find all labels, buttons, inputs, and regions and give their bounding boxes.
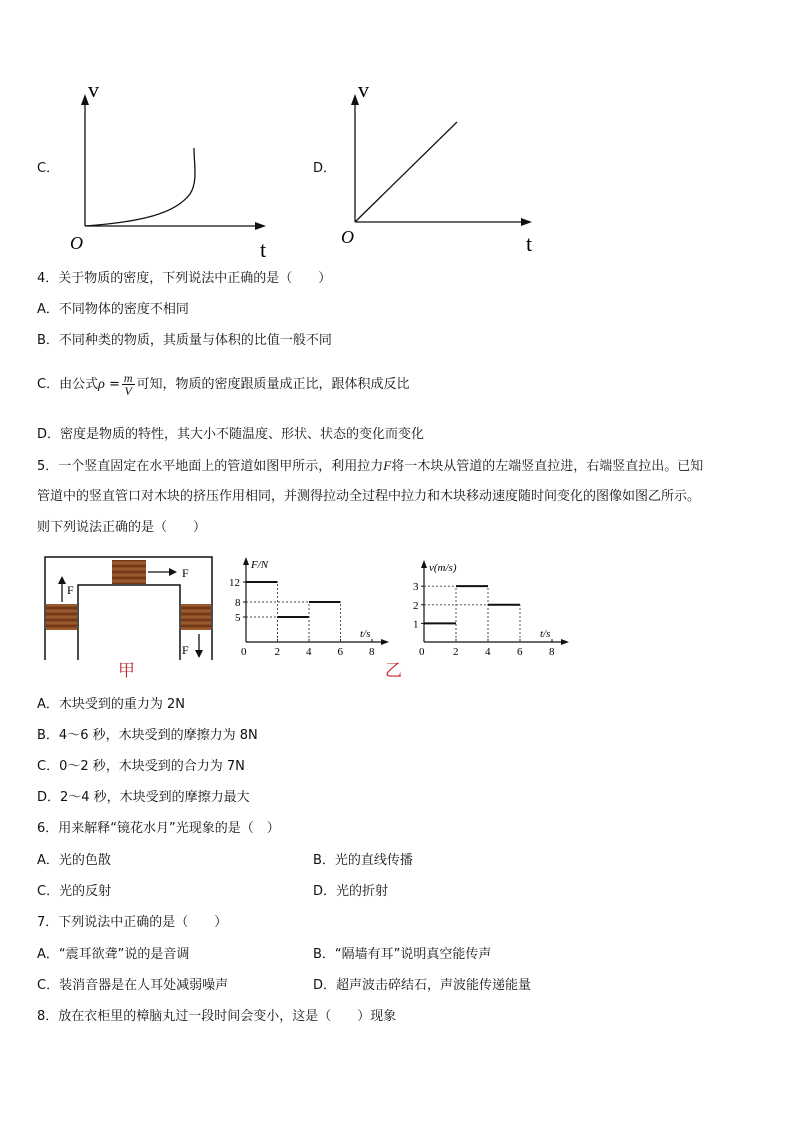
graph-d-line bbox=[355, 122, 457, 222]
q7-option-d: D．超声波击碎结石，声波能传递能量 bbox=[313, 978, 532, 993]
y-tick-label: 5 bbox=[235, 612, 241, 624]
q4-option-c-suffix: 可知，物质的密度跟质量成正比，跟体积成反比 bbox=[136, 377, 410, 392]
q7-option-c: C．装消音器是在人耳处减弱噪声 bbox=[37, 978, 229, 993]
wood-block-left bbox=[46, 604, 77, 630]
y-tick-label: 1 bbox=[413, 618, 419, 631]
graph-d-y-label: v bbox=[358, 77, 369, 102]
wood-block-right bbox=[181, 604, 211, 630]
q5-option-a: A．木块受到的重力为 2N bbox=[37, 697, 186, 712]
origin-label: 0 bbox=[241, 646, 247, 658]
fraction-denominator: V bbox=[124, 384, 132, 398]
graph-c-y-label: v bbox=[88, 77, 99, 102]
density-fraction bbox=[122, 372, 135, 397]
equals-sign: = bbox=[108, 377, 120, 392]
force-label-left: F bbox=[67, 583, 74, 597]
q5-option-d: D．2～4 秒，木块受到的摩擦力最大 bbox=[37, 790, 250, 805]
q7-option-b: B．“隔墙有耳”说明真空能传声 bbox=[313, 947, 492, 962]
graph-d-x-label: t bbox=[526, 231, 533, 256]
graph-d-x-arrow bbox=[521, 218, 532, 226]
wood-block-top bbox=[112, 560, 146, 584]
q4-option-a: A．不同物体的密度不相同 bbox=[37, 302, 189, 317]
x-axis-label: t/s bbox=[360, 628, 371, 640]
x-axis-label: t/s bbox=[540, 628, 551, 640]
x-tick-label: 2 bbox=[453, 646, 459, 658]
q4-option-c bbox=[37, 370, 410, 400]
graph-c-x-label: t bbox=[260, 237, 267, 262]
q5-option-c: C．0～2 秒，木块受到的合力为 7N bbox=[37, 759, 245, 774]
q8-stem: 8．放在衣柜里的樟脑丸过一段时间会变小，这是（ ）现象 bbox=[37, 1009, 397, 1024]
y-axis-label: F/N bbox=[251, 559, 269, 571]
q6-option-d: D．光的折射 bbox=[313, 884, 389, 899]
fig-yi-caption: 乙 bbox=[385, 661, 402, 681]
q5-stem-line2: 管道中的竖直管口对木块的挤压作用相同，并测得拉动全过程中拉力和木块移动速度随时间变化的图像如图乙所示。 bbox=[37, 489, 701, 504]
q6-option-c: C．光的反射 bbox=[37, 884, 112, 899]
q4-option-b: B．不同种类的物质，其质量与体积的比值一般不同 bbox=[37, 333, 332, 348]
graph-c-label: C． bbox=[37, 161, 60, 176]
graph-d bbox=[330, 74, 560, 264]
y-tick-label: 8 bbox=[235, 597, 241, 609]
q4-option-d: D．密度是物质的特性，其大小不随温度、形状、状态的变化而变化 bbox=[37, 427, 425, 442]
graph-c bbox=[60, 74, 290, 264]
fraction-numerator: m bbox=[123, 371, 133, 385]
graph-c-origin: O bbox=[70, 233, 83, 253]
q6-option-a: A．光的色散 bbox=[37, 853, 111, 868]
pipe-inner-wall bbox=[78, 585, 180, 660]
x-tick-label: 2 bbox=[274, 646, 280, 658]
y-tick-label: 12 bbox=[229, 577, 240, 589]
y-axis-label: v(m/s) bbox=[429, 562, 457, 574]
q5-option-b: B．4～6 秒，木块受到的摩擦力为 8N bbox=[37, 728, 258, 743]
y-axis-arrow bbox=[243, 557, 249, 565]
chart-velocity-time bbox=[402, 556, 592, 658]
force-arrowhead-right bbox=[195, 650, 203, 658]
origin-label: 0 bbox=[419, 646, 425, 658]
q7-stem: 7．下列说法中正确的是（ ） bbox=[37, 915, 228, 930]
y-tick-label: 2 bbox=[413, 599, 419, 612]
q7-option-a: A．“震耳欲聋”说的是音调 bbox=[37, 947, 190, 962]
chart-force-time bbox=[224, 556, 394, 658]
x-tick-label: 6 bbox=[337, 646, 343, 658]
q6-option-b: B．光的直线传播 bbox=[313, 853, 413, 868]
q5-stem-line1 bbox=[37, 457, 703, 476]
x-tick-label: 4 bbox=[485, 646, 491, 658]
force-arrowhead-left bbox=[58, 576, 66, 584]
graph-c-curve bbox=[85, 148, 195, 226]
q4-option-c-prefix: C．由公式 bbox=[37, 377, 99, 392]
force-label-right: F bbox=[182, 643, 189, 657]
rho-symbol: ρ bbox=[98, 377, 105, 392]
q5-force-symbol: F bbox=[383, 458, 392, 473]
q5-stem-part1: 5．一个竖直固定在水平地面上的管道如图甲所示，利用拉力 bbox=[37, 459, 384, 474]
force-label-top: F bbox=[182, 566, 189, 580]
graph-c-x-arrow bbox=[255, 222, 266, 230]
x-tick-label: 8 bbox=[369, 646, 375, 658]
q4-stem: 4．关于物质的密度，下列说法中正确的是（ ） bbox=[37, 271, 332, 286]
q5-stem-line3: 则下列说法正确的是（ ） bbox=[37, 520, 207, 535]
x-tick-label: 6 bbox=[517, 646, 523, 658]
x-tick-label: 4 bbox=[306, 646, 312, 658]
force-arrowhead-top bbox=[169, 568, 177, 576]
x-axis-arrow bbox=[381, 639, 389, 645]
y-tick-label: 3 bbox=[413, 581, 419, 594]
y-axis-arrow bbox=[421, 560, 427, 568]
q6-stem: 6．用来解释“镜花水月”光现象的是（ ） bbox=[37, 821, 280, 836]
graph-d-origin: O bbox=[341, 227, 354, 247]
x-tick-label: 8 bbox=[549, 646, 555, 658]
x-axis-arrow bbox=[561, 639, 569, 645]
fig-jia-caption: 甲 bbox=[118, 661, 135, 681]
q5-stem-part2: 将一木块从管道的左端竖直拉进，右端竖直拉出。已知 bbox=[391, 459, 704, 474]
graph-d-label: D． bbox=[313, 161, 337, 176]
